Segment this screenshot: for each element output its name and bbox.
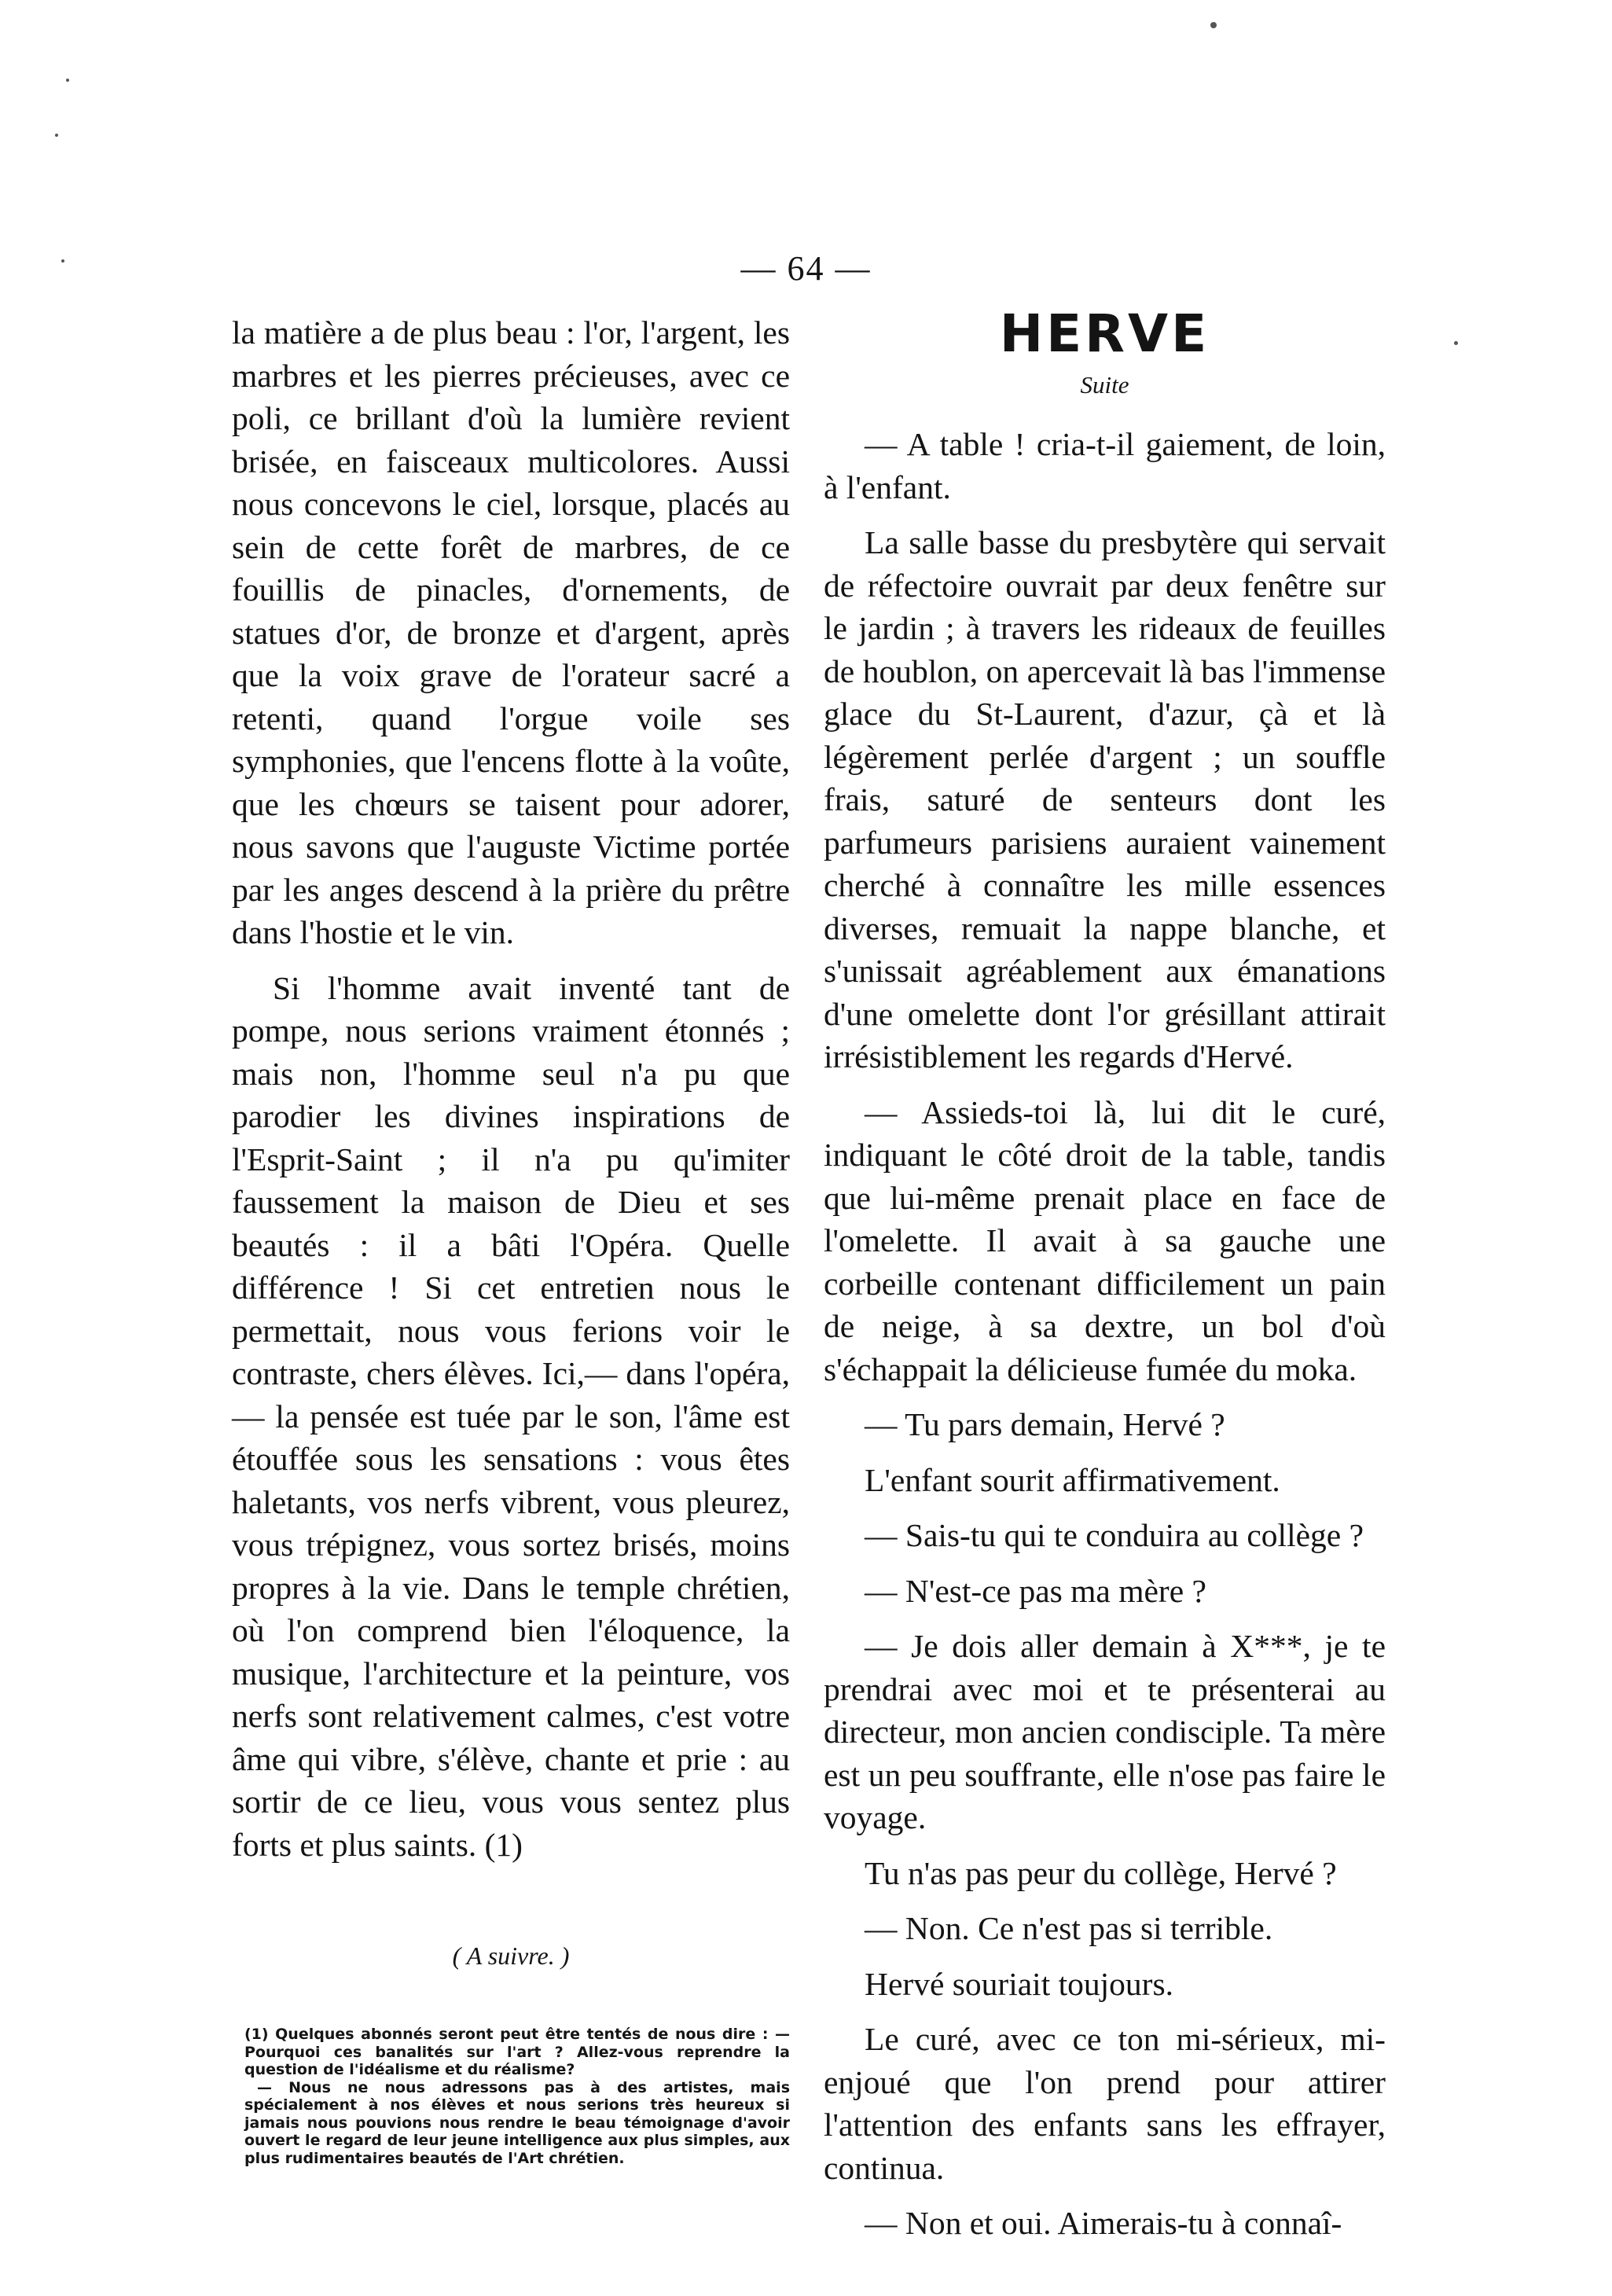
article-title: HERVE: [999, 303, 1210, 364]
scan-speck: [55, 134, 58, 137]
body-paragraph: Hervé souriait toujours.: [865, 1965, 1174, 2002]
footnote: — Nous ne nous adressons pas à des artistes, mais spécialement à nos élèves et nous serions très heureux si jamais nous pouvions nous rendre le beau témoignage d'avoir ouvert le regard de leur jeune intelligence aux plus simples, aux plus rudimentaires beautés de l'Art chrétien.: [244, 2078, 790, 2167]
body-paragraph: — Non et oui. Aimerais-tu à connaî-: [865, 2205, 1342, 2241]
footnote: (1) Quelques abonnés seront peut être tentés de nous dire : — Pourquoi ces banalités sur l'art ? Allez-vous reprendre la question de l'idéalisme et du réalisme?: [244, 2026, 790, 2078]
page-number: — 64 —: [740, 249, 872, 288]
body-paragraph: Si l'homme avait inventé tant de pompe, nous serions vraiment étonnés ; mais non, l'homme seul n'a pu que parodier les divines inspirations de l'Esprit-Saint ; il n'a pu qu'imiter faussement la maison de Dieu et ses beautés : il a bâti l'Opéra. Quelle différence ! Si cet entretien nous le permettait, nous vous ferions voir le contraste, chers élèves. Ici,— dans l'opéra,— la pensée est tuée par le son, l'âme est étouffée sous les sensations : vous êtes haletants, vos nerfs vibrent, vous pleurez, vous trépignez, vous sortez brisés, moins propres à la vie. Dans le temple chrétien, où l'on comprend bien l'éloquence, la musique, l'architecture et la peinture, vos nerfs sont relativement calmes, c'est votre âme qui vibre, s'élève, chante et prie : au sortir de ce lieu, vous vous sentez plus forts et plus saints. (1): [232, 969, 790, 1863]
body-paragraph: — Sais-tu qui te conduira au collège ?: [865, 1517, 1364, 1553]
body-paragraph: — N'est-ce pas ma mère ?: [865, 1572, 1206, 1609]
right-column: [824, 303, 1386, 2245]
body-paragraph: — Je dois aller demain à X***, je te prendrai avec moi et te présenterai au directeur, mon ancien condisciple. Ta mère est un peu souffrante, elle n'ose pas faire le voyage.: [824, 1628, 1386, 1835]
scan-speck: [1454, 341, 1458, 345]
body-paragraph: la matière a de plus beau : l'or, l'argent, les marbres et les pierres précieuses, avec ce poli, ce brillant d'où la lumière revient brisée, en faisceaux multicolores. Aussi nous concevons le ciel, lorsque, placés au sein de cette forêt de marbres, de ce fouillis de pinacles, d'ornements, de statues d'or, de bronze et d'argent, après que la voix grave de l'orateur sacré a retenti, quand l'orgue voile ses symphonies, que l'encens flotte à la voûte, que les chœurs se taisent pour adorer, nous savons que l'auguste Victime portée par les anges descend à la prière du prêtre dans l'hostie et le vin.: [232, 314, 790, 950]
scan-speck: [66, 79, 69, 82]
body-paragraph: Le curé, avec ce ton mi-sérieux, mi-enjoué que l'on prend pour attirer l'attention des enfants sans les effrayer, continua.: [824, 2021, 1386, 2186]
body-paragraph: — Tu pars demain, Hervé ?: [865, 1406, 1225, 1442]
body-paragraph: — A table ! cria-t-il gaiement, de loin, à l'enfant.: [824, 426, 1386, 505]
footnotes: [232, 2026, 790, 2167]
body-paragraph: Tu n'as pas peur du collège, Hervé ?: [865, 1854, 1337, 1891]
body-paragraph: La salle basse du presbytère qui servait de réfectoire ouvrait par deux fenêtre sur le jardin ; à travers les rideaux de feuilles de houblon, on apercevait là bas l'immense glace du St-Laurent, d'azur, çà et là légèrement perlée d'argent ; un souffle frais, saturé de senteurs dont les parfumeurs parisiens auraient vainement cherché à connaître les mille essences diverses, remuait la nappe blanche, et s'unissait agréablement aux émanations d'une omelette dont l'or grésillant attirait irrésistiblement les regards d'Hervé.: [824, 524, 1386, 1075]
body-paragraph: L'enfant sourit affirmativement.: [865, 1461, 1280, 1498]
body-paragraph: — Assieds-toi là, lui dit le curé, indiquant le côté droit de la table, tandis que lui-même prenait place en face de l'omelette. Il avait à sa gauche une corbeille contenant difficilement un pain de neige, à sa dextre, un bol d'où s'échappait la délicieuse fumée du moka.: [824, 1093, 1386, 1387]
to-be-continued: ( A suivre. ): [452, 1941, 570, 1970]
body-paragraph: — Non. Ce n'est pas si terrible.: [865, 1910, 1273, 1946]
left-column: [232, 311, 790, 2167]
scan-speck: [1210, 22, 1217, 28]
article-subtitle: Suite: [1080, 371, 1129, 399]
